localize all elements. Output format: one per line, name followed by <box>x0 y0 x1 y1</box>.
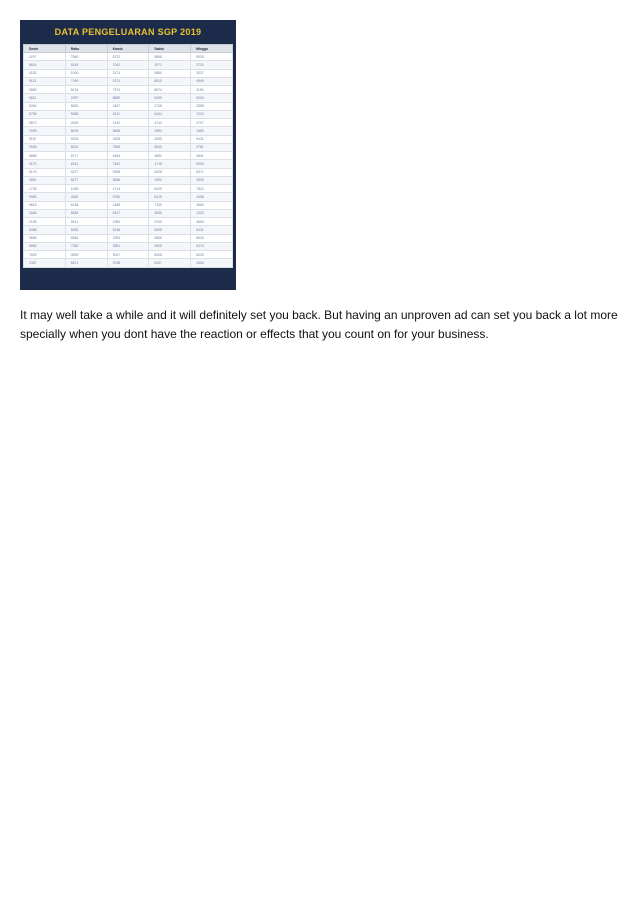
table-row <box>24 69 233 77</box>
table-cell: 2411 <box>107 110 149 118</box>
table-cell: 6540 <box>149 143 191 151</box>
table-cell: 9377 <box>65 168 107 176</box>
table-row <box>24 119 233 127</box>
table-row <box>24 251 233 259</box>
table-row <box>24 94 233 102</box>
table-cell: 7609 <box>24 251 66 259</box>
table-cell: 5257 <box>149 259 191 267</box>
table-cell: 8054 <box>191 94 233 102</box>
table-cell: 9431 <box>191 135 233 143</box>
table-cell: 3037 <box>191 69 233 77</box>
table-cell: 5511 <box>65 218 107 226</box>
table-row <box>24 259 233 267</box>
table-row <box>24 242 233 250</box>
table-row <box>24 77 233 85</box>
table-cell: 7242 <box>191 110 233 118</box>
table-cell: 4892 <box>149 152 191 160</box>
table-cell: 9187 <box>24 135 66 143</box>
table-cell: 9113 <box>24 77 66 85</box>
table-cell: 8643 <box>191 234 233 242</box>
table-row <box>24 193 233 201</box>
table-cell: 3539 <box>191 176 233 184</box>
table-row <box>24 61 233 69</box>
table-cell: 3055 <box>149 209 191 217</box>
table-cell: 9666 <box>24 234 66 242</box>
table-cell: 5939 <box>191 53 233 61</box>
figure-title: DATA PENGELUARAN SGP 2019 <box>54 27 202 37</box>
table-cell: 5871 <box>65 259 107 267</box>
table-cell: 9371 <box>191 168 233 176</box>
table-cell: 9873 <box>24 119 66 127</box>
table-row <box>24 143 233 151</box>
table-row <box>24 53 233 61</box>
table-cell: 3890 <box>65 251 107 259</box>
table-cell: 8616 <box>24 61 66 69</box>
table-cell: 7049 <box>65 77 107 85</box>
table-cell: 7339 <box>149 201 191 209</box>
table-row <box>24 110 233 118</box>
table-cell: 1828 <box>107 135 149 143</box>
table-cell: 5408 <box>149 251 191 259</box>
table-cell: 6158 <box>65 201 107 209</box>
table-row <box>24 152 233 160</box>
table-cell: 5136 <box>107 226 149 234</box>
table-cell: 3926 <box>24 143 66 151</box>
table-row <box>24 201 233 209</box>
header-cell: Minggu <box>191 45 233 53</box>
table-cell: 4953 <box>149 127 191 135</box>
table-cell: 1197 <box>24 53 66 61</box>
table-cell: 1971 <box>149 61 191 69</box>
table-cell: 5249 <box>65 61 107 69</box>
results-table <box>23 44 233 268</box>
table-cell: 4945 <box>65 119 107 127</box>
table-cell: 4170 <box>24 160 66 168</box>
table-cell: 3454 <box>191 259 233 267</box>
table-cell: 1714 <box>107 185 149 193</box>
table-cell: 2393 <box>107 234 149 242</box>
table-cell: 6311 <box>65 160 107 168</box>
table-cell: 1580 <box>191 127 233 135</box>
table-cell: 3497 <box>107 102 149 110</box>
header-cell: Rabu <box>65 45 107 53</box>
results-table-image <box>20 20 236 290</box>
table-cell: 1203 <box>191 209 233 217</box>
table-cell: 5264 <box>24 102 66 110</box>
table-cell: 4484 <box>107 152 149 160</box>
table-cell: 5856 <box>149 234 191 242</box>
table-cell: 4707 <box>191 119 233 127</box>
table-cell: 1728 <box>24 185 66 193</box>
table-cell: 8510 <box>149 77 191 85</box>
table-cell: 0705 <box>149 218 191 226</box>
table-cell: 8409 <box>65 127 107 135</box>
table-row <box>24 218 233 226</box>
table-cell: 8429 <box>149 185 191 193</box>
table-cell: 9208 <box>149 226 191 234</box>
table-cell: 1900 <box>65 69 107 77</box>
table-cell: 9176 <box>24 168 66 176</box>
table-cell: 1992 <box>149 176 191 184</box>
table-cell: 1666 <box>24 209 66 217</box>
table-cell: 5444 <box>149 110 191 118</box>
table-cell: 9439 <box>149 94 191 102</box>
table-cell: 8722 <box>107 53 149 61</box>
table-cell: 8858 <box>24 152 66 160</box>
table-cell: 1069 <box>65 185 107 193</box>
table-row <box>24 102 233 110</box>
table-cell: 7042 <box>107 61 149 69</box>
table-cell: 6869 <box>24 242 66 250</box>
table-cell: 2155 <box>24 218 66 226</box>
table-cell: 6864 <box>65 234 107 242</box>
table-cell: 7869 <box>107 143 149 151</box>
table-cell: 7860 <box>65 53 107 61</box>
table-cell: 2397 <box>65 94 107 102</box>
table-body <box>24 53 233 268</box>
table-cell: 9780 <box>107 193 149 201</box>
table-cell: 1196 <box>191 86 233 94</box>
table-cell: 5826 <box>65 102 107 110</box>
table-cell: 9811 <box>24 94 66 102</box>
table-cell: 3660 <box>191 201 233 209</box>
table-cell: 4182 <box>24 69 66 77</box>
table-row <box>24 226 233 234</box>
table-cell: 5052 <box>65 226 107 234</box>
table-cell: 6088 <box>24 226 66 234</box>
table-cell: 6225 <box>191 251 233 259</box>
table-cell: 6317 <box>107 209 149 217</box>
table-cell: 9850 <box>149 69 191 77</box>
table-cell: 4781 <box>191 143 233 151</box>
table-cell: 5686 <box>65 110 107 118</box>
table-cell: 1488 <box>107 201 149 209</box>
table-cell: 9004 <box>191 160 233 168</box>
table-cell: 8674 <box>149 86 191 94</box>
table-cell: 8717 <box>65 152 107 160</box>
table-row <box>24 135 233 143</box>
table-cell: 3047 <box>107 251 149 259</box>
table-cell: 2367 <box>24 259 66 267</box>
table-cell: 6174 <box>191 242 233 250</box>
table-cell: 7382 <box>65 242 107 250</box>
table-cell: 5755 <box>24 110 66 118</box>
table-row <box>24 176 233 184</box>
table-cell: 4055 <box>149 135 191 143</box>
table-cell: 0028 <box>149 168 191 176</box>
table-cell: 7974 <box>107 86 149 94</box>
table-cell: 7452 <box>107 160 149 168</box>
table-cell: 4652 <box>65 193 107 201</box>
header-cell: Kamis <box>107 45 149 53</box>
table-cell: 4851 <box>24 176 66 184</box>
table-cell: 0998 <box>107 168 149 176</box>
table-header-row <box>24 45 233 53</box>
table-cell: 1242 <box>107 119 149 127</box>
table-cell: 4458 <box>191 193 233 201</box>
table-cell: 2729 <box>191 61 233 69</box>
table-cell: 5858 <box>149 53 191 61</box>
table-cell: 4654 <box>191 218 233 226</box>
table-cell: 3981 <box>107 242 149 250</box>
table-cell: 3798 <box>107 259 149 267</box>
table-cell: 1980 <box>107 218 149 226</box>
header-cell: Senin <box>24 45 66 53</box>
table-row <box>24 86 233 94</box>
body-paragraph: It may well take a while and it will definitely set you back. But having an unproven ad can set you back a lot more specially when you dont have the reaction or effects that you count on for your business. <box>20 308 618 341</box>
table-cell: 9616 <box>24 201 66 209</box>
table-cell: 9836 <box>107 176 149 184</box>
table-row <box>24 127 233 135</box>
table-cell: 3358 <box>191 102 233 110</box>
table-cell: 3174 <box>107 69 149 77</box>
table-cell: 9529 <box>149 242 191 250</box>
table-cell: 0883 <box>24 86 66 94</box>
table-cell: 5684 <box>65 209 107 217</box>
table-cell: 8889 <box>107 94 149 102</box>
table-cell: 7522 <box>191 185 233 193</box>
table-cell: 9983 <box>24 193 66 201</box>
table-row <box>24 168 233 176</box>
table-cell: 4742 <box>149 119 191 127</box>
table-cell: 8477 <box>65 176 107 184</box>
table-cell: 9304 <box>65 135 107 143</box>
table-cell: 1718 <box>149 160 191 168</box>
table-cell: 8001 <box>65 143 107 151</box>
table-row <box>24 234 233 242</box>
table-row <box>24 185 233 193</box>
table-row <box>24 209 233 217</box>
table-cell: 7699 <box>24 127 66 135</box>
table-row <box>24 160 233 168</box>
table-cell: 4541 <box>191 152 233 160</box>
header-cell: Sabtu <box>149 45 191 53</box>
table-cell: 5431 <box>191 226 233 234</box>
table-cell: 5698 <box>107 127 149 135</box>
table-cell: 8319 <box>149 193 191 201</box>
table-cell: 2708 <box>149 102 191 110</box>
table-cell: 2371 <box>107 77 149 85</box>
table-cell: 4949 <box>191 77 233 85</box>
table-cell: 8134 <box>65 86 107 94</box>
